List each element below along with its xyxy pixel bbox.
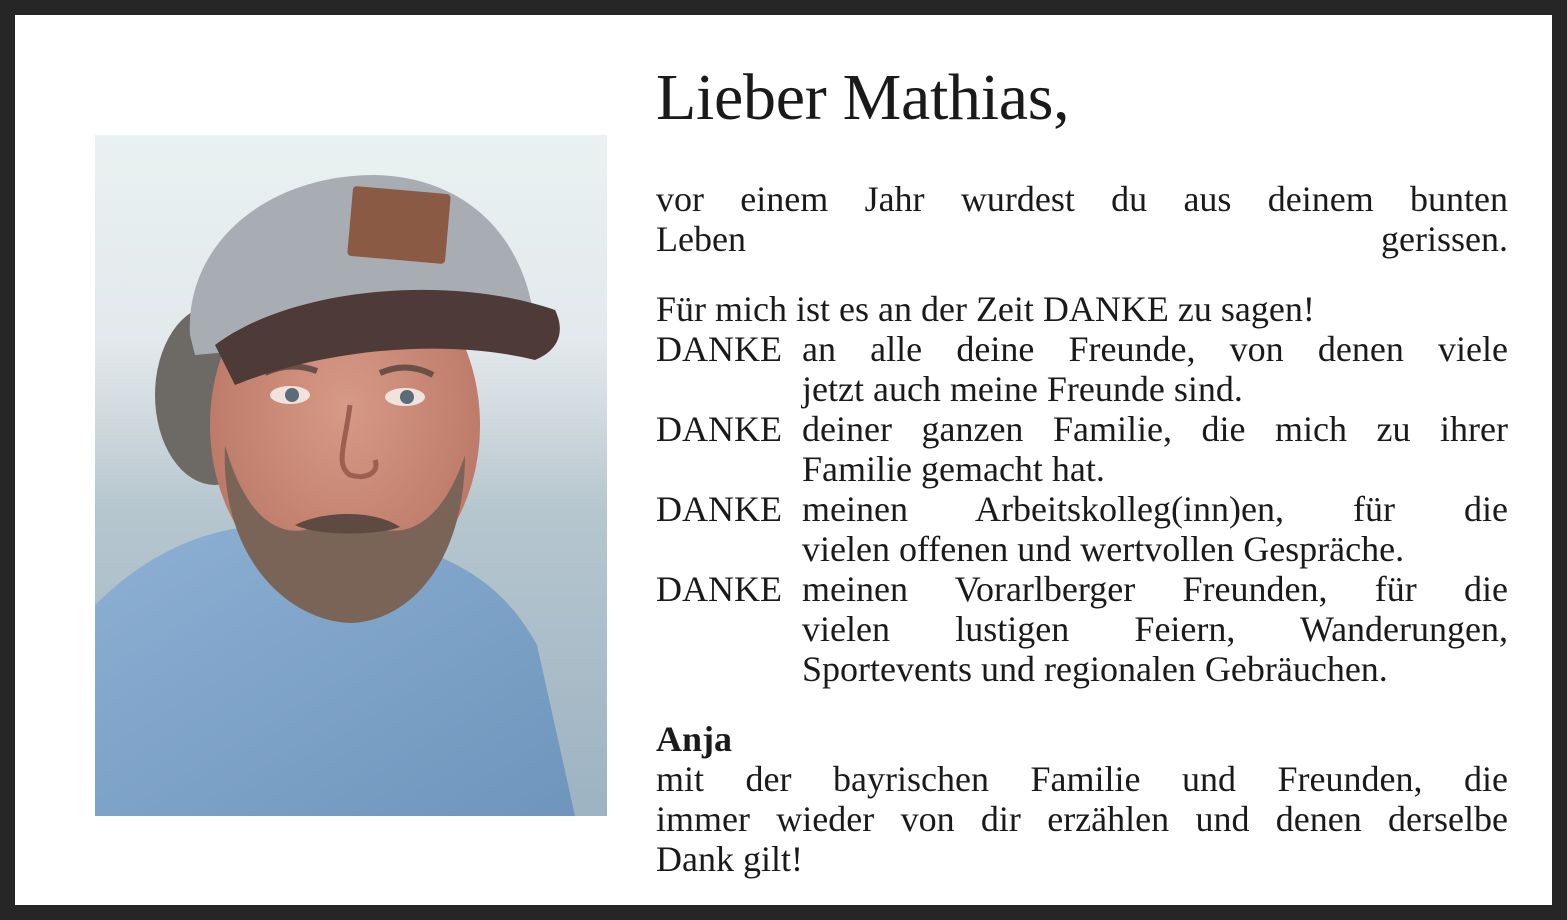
intro-paragraph xyxy=(656,179,1508,259)
portrait-illustration xyxy=(95,135,607,816)
thanks-lead: Für mich ist es an der Zeit DANKE zu sagen! xyxy=(656,289,1315,329)
portrait-photo xyxy=(95,135,607,816)
thanks-line: deiner ganzen Familie, die mich zu ihrer xyxy=(802,409,1508,449)
danke-label: DANKE xyxy=(656,409,782,449)
thanks-item xyxy=(656,569,1508,689)
thanks-line: Familie gemacht hat. xyxy=(802,449,1105,489)
signature-line: Dank gilt! xyxy=(656,839,803,879)
thanks-line: jetzt auch meine Freunde sind. xyxy=(802,369,1243,409)
thanks-line: Sportevents und regionalen Gebräuchen. xyxy=(802,649,1388,689)
thanks-line: an alle deine Freunde, von denen viele xyxy=(802,329,1508,369)
greeting-heading: Lieber Mathias, xyxy=(656,61,1070,134)
signature-line: immer wieder von dir erzählen und denen derselbe xyxy=(656,799,1508,839)
danke-label: DANKE xyxy=(656,489,782,529)
signature-block xyxy=(656,719,1508,879)
thanks-item xyxy=(656,329,1508,409)
signature-name: Anja xyxy=(656,719,733,759)
thanks-item xyxy=(656,489,1508,569)
thanks-line: meinen Vorarlberger Freunden, für die xyxy=(802,569,1508,609)
intro-line: vor einem Jahr wurdest du aus deinem bunten xyxy=(656,179,1508,219)
thanks-line: vielen lustigen Feiern, Wanderungen, xyxy=(802,609,1508,649)
thanks-line: vielen offenen und wertvollen Gespräche. xyxy=(802,529,1405,569)
intro-line: Leben gerissen. xyxy=(656,219,1508,259)
danke-label: DANKE xyxy=(656,329,782,369)
thanks-item xyxy=(656,409,1508,489)
signature-line: mit der bayrischen Familie und Freunden, die xyxy=(656,759,1508,799)
thanks-line: meinen Arbeitskolleg(inn)en, für die xyxy=(802,489,1508,529)
thanks-section xyxy=(656,289,1508,689)
danke-label: DANKE xyxy=(656,569,782,609)
